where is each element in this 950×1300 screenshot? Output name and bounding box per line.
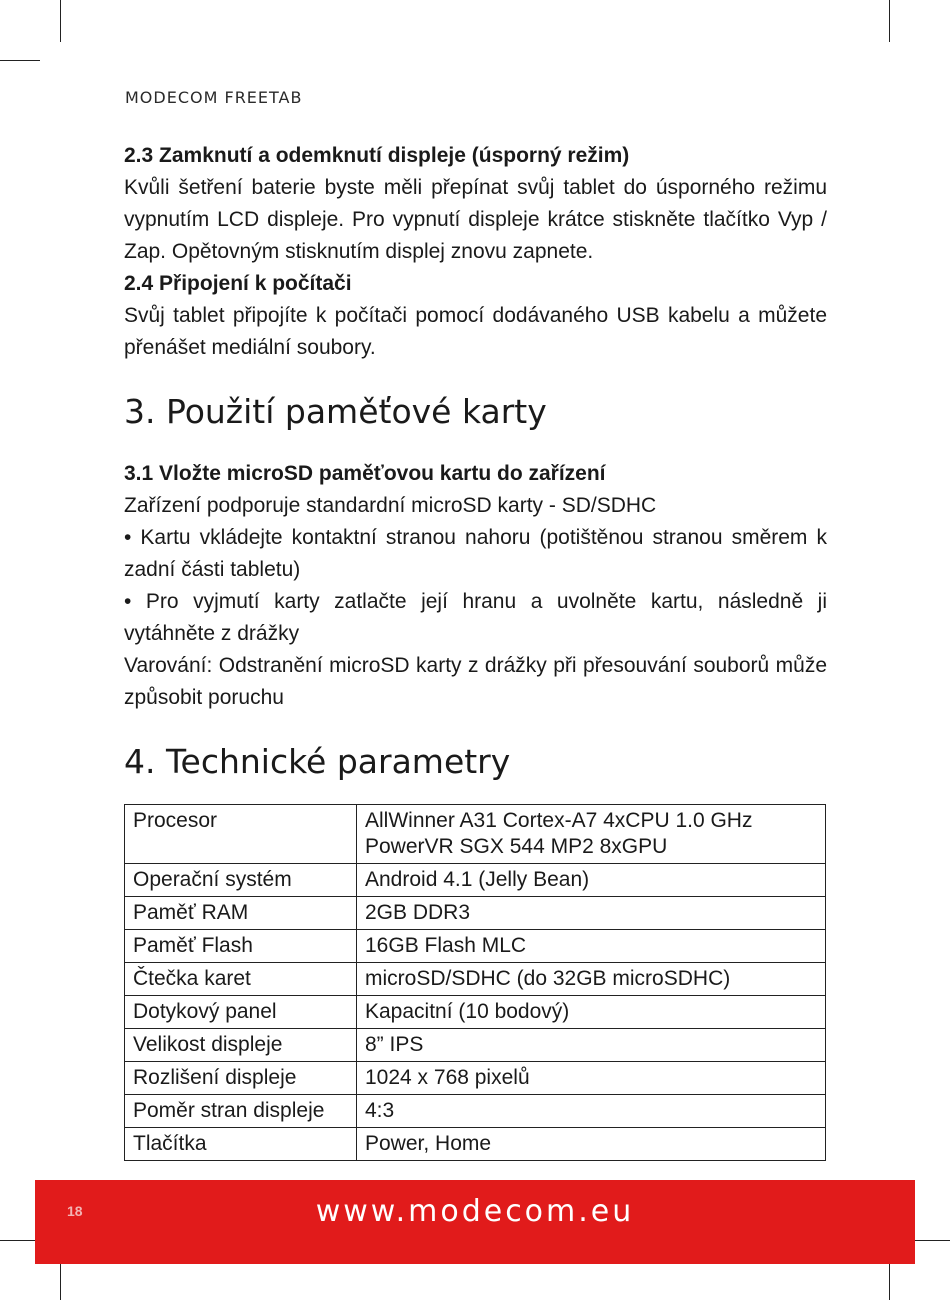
spec-table (124, 804, 826, 1161)
crop-mark (60, 1258, 61, 1300)
spec-label: Čtečka karet (125, 963, 357, 996)
spec-label: Procesor (125, 805, 357, 864)
spec-row (125, 1029, 826, 1062)
spec-label: Dotykový panel (125, 996, 357, 1029)
paragraph-support: Zařízení podporuje standardní microSD karty - SD/SDHC (124, 494, 657, 517)
spec-value: microSD/SDHC (do 32GB microSDHC) (357, 963, 826, 996)
crop-mark (889, 1258, 890, 1300)
spec-row (125, 1095, 826, 1128)
spec-row (125, 1128, 826, 1161)
spec-label: Operační systém (125, 864, 357, 897)
spec-row (125, 805, 826, 864)
spec-value: Kapacitní (10 bodový) (357, 996, 826, 1029)
spec-value: 8” IPS (357, 1029, 826, 1062)
spec-row (125, 897, 826, 930)
crop-mark (910, 1240, 950, 1241)
spec-row (125, 864, 826, 897)
crop-mark (60, 0, 61, 42)
section-3-title: 3. Použití paměťové karty (124, 392, 547, 431)
spec-row (125, 930, 826, 963)
crop-mark (889, 0, 890, 42)
spec-label: Poměr stran displeje (125, 1095, 357, 1128)
crop-mark (0, 60, 40, 61)
page-number: 18 (67, 1203, 83, 1219)
spec-label: Paměť RAM (125, 897, 357, 930)
paragraph-2-3: Kvůli šetření baterie byste měli přepínat svůj tablet do úsporného režimu vypnutím LCD displeje. Pro vypnutí displeje krátce stiskněte tlačítko Vyp / Zap. Opětovným stisknutím displej znovu zapnete. (124, 176, 827, 263)
spec-value: Android 4.1 (Jelly Bean) (357, 864, 826, 897)
bullet-remove-card: • Pro vyjmutí karty zatlačte její hranu a uvolněte kartu, následně ji vytáhněte z drážky (124, 590, 827, 645)
heading-2-3: 2.3 Zamknutí a odemknutí displeje (úsporný režim) (124, 144, 630, 167)
brand-header: MODECOM FREETAB (125, 88, 303, 107)
spec-value: 1024 x 768 pixelů (357, 1062, 826, 1095)
heading-3-1: 3.1 Vložte microSD paměťovou kartu do zařízení (124, 462, 606, 485)
footer-bar (35, 1180, 915, 1264)
spec-label: Rozlišení displeje (125, 1062, 357, 1095)
spec-value: 2GB DDR3 (357, 897, 826, 930)
spec-row (125, 963, 826, 996)
spec-value: AllWinner A31 Cortex-A7 4xCPU 1.0 GHz PowerVR SGX 544 MP2 8xGPU (357, 805, 826, 864)
heading-2-4: 2.4 Připojení k počítači (124, 272, 352, 295)
spec-row (125, 1062, 826, 1095)
spec-label: Tlačítka (125, 1128, 357, 1161)
spec-label: Velikost displeje (125, 1029, 357, 1062)
spec-row (125, 996, 826, 1029)
crop-mark (0, 1240, 40, 1241)
page-content (124, 140, 827, 1161)
spec-value: 4:3 (357, 1095, 826, 1128)
spec-value: Power, Home (357, 1128, 826, 1161)
footer-url: www.modecom.eu (315, 1194, 635, 1229)
paragraph-2-4: Svůj tablet připojíte k počítači pomocí dodávaného USB kabelu a můžete přenášet mediální soubory. (124, 304, 827, 359)
spec-value: 16GB Flash MLC (357, 930, 826, 963)
warning-paragraph: Varování: Odstranění microSD karty z drážky při přesouvání souborů může způsobit poruchu (124, 654, 827, 709)
bullet-insert-card: • Kartu vkládejte kontaktní stranou nahoru (potištěnou stranou směrem k zadní části tabletu) (124, 526, 827, 581)
spec-label: Paměť Flash (125, 930, 357, 963)
section-4-title: 4. Technické parametry (124, 742, 511, 781)
